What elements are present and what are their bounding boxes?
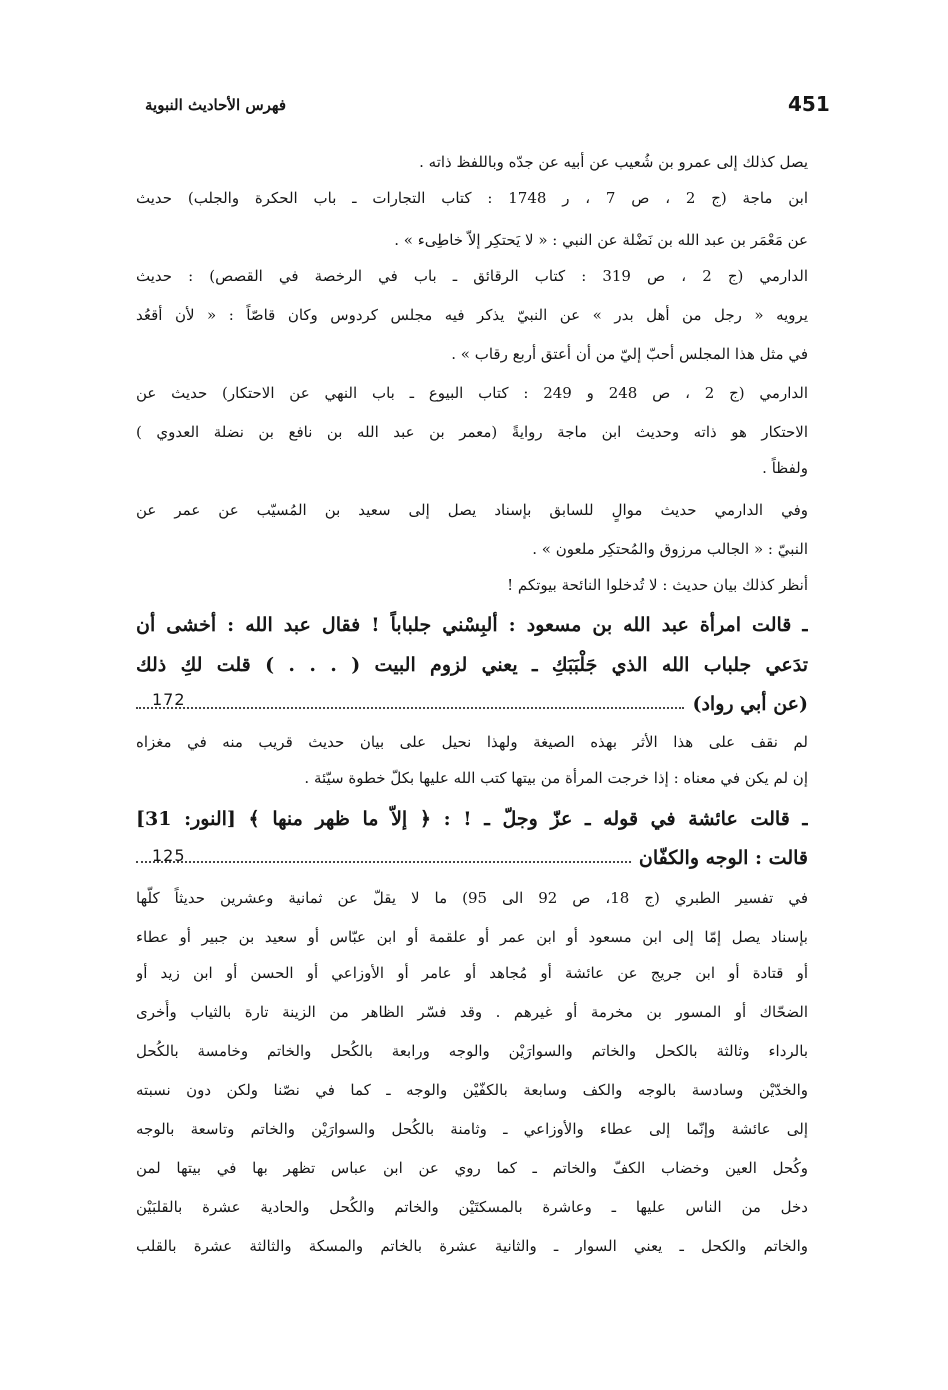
- reference-number: 125: [152, 846, 186, 865]
- body-text-line: بإسناد يصل إمّا إلى ابن مسعود أو ابن عمر أو علقمة أو ابن عبّاس أو سعيد بن جبير أو عطاء: [136, 928, 808, 946]
- body-text-line: النبيّ : « الجالب مرزوق والمُحتكِر ملعون » .: [532, 540, 808, 558]
- hadith-entry-answer: قالت : الوجه والكفّان: [638, 847, 808, 869]
- body-text-line: يصل كذلك إلى عمرو بن شُعيب عن أبيه عن جدّه وباللفظ ذاته .: [419, 153, 808, 171]
- body-text-line: دخل من الناس عليها ـ وعاشرة بالمسكتَيْن والخاتم والكُحل والحادية عشرة بالقلبَيْن: [136, 1198, 808, 1216]
- body-text-line: والخدّيْن وسادسة بالوجه والكف وسابعة بالكفّيْن والوجه ـ كما في نصّنا ولكن دون نسبته: [136, 1081, 808, 1099]
- body-text-line: الدارمي (ج 2 ، ص 248 و 249 : كتاب البيوع ـ باب النهي عن الاحتكار) حديث عن: [136, 384, 808, 402]
- body-text-line: في تفسير الطبري (ج 18، ص 92 الى 95) ما لا يقلّ عن ثمانية وعشرين حديثاً كلّها: [136, 889, 808, 907]
- body-text-line: الدارمي (ج 2 ، ص 319 : كتاب الرقائق ـ باب في الرخصة في القصص) : حديث: [136, 267, 808, 285]
- body-text-line: يرويه « رجل من أهل بدر » عن النبيّ يذكر فيه مجلس كردوس وكان قاصّاً : « لأن أقعُد: [136, 306, 808, 324]
- hadith-entry-source: (عن أبي رواد): [692, 693, 808, 715]
- body-text-line: والخاتم والكحل ـ يعني السوار ـ والثانية عشرة بالخاتم والمسكة والثالثة عشرة بالقلب: [136, 1237, 808, 1255]
- body-text-line: إلى عائشة وإنّما إلى عطاء والأوزاعي ـ وثامنة بالكُحل والسوارَيْن والخاتم وتاسعة بالوجه: [136, 1120, 808, 1138]
- body-text-line: بالرداء وثالثة بالكحل والخاتم والسوارَيْن والوجه ورابعة بالكُحل والخاتم وخامسة بالكُحل: [136, 1042, 808, 1060]
- hadith-entry-line: تدَعي جلباب الله الذي جَلْبَبَكِ ـ يعني لزوم البيت ( . . . ) قلت لكِ ذلك: [136, 654, 808, 676]
- body-text-line: في مثل هذا المجلس أحبّ إليّ من أن أعتق أربع رقاب » .: [451, 345, 808, 363]
- body-text-line: لم نقف على هذا الأثر بهذه الصيغة ولهذا نحيل على بيان حديث قريب منه في مغزاه: [136, 733, 808, 751]
- body-text-line: ولفظاً .: [762, 459, 808, 477]
- hadith-entry-source-line: [136, 688, 808, 720]
- body-text-line: أنظر كذلك بيان حديث : لا تُدخلوا النائحة بيوتكم !: [507, 576, 808, 594]
- body-text-line: الضحّاك أو المسور بن مخرمة أو غيرهم . وقد فسّر الظاهر من الزينة تارة بالثياب وأُخرى: [136, 1003, 808, 1021]
- dot-leader: [136, 861, 631, 865]
- body-text-line: وفي الدارمي حديث موالٍ للسابق بإسناد يصل إلى سعيد بن المُسيّب عن عمر عن: [136, 501, 808, 519]
- body-text-line: عن مَعْمَر بن عبد الله بن نَضْلة عن النبي : « لا يَحتكِر إلاّ خاطِىء » .: [394, 231, 808, 249]
- hadith-entry-line: ـ قالت عائشة في قوله ـ عزّ وجلّ ـ ! : ﴿ إلاّ ما ظهر منها ﴾ [النور: 31]: [136, 808, 808, 830]
- reference-number: 172: [152, 690, 186, 709]
- hadith-entry-answer-line: [136, 842, 808, 874]
- body-text-line: الاحتكار هو ذاته وحديث ابن ماجة روايةً (معمر بن عبد الله بن نافع بن نضلة العدوي ): [136, 423, 808, 441]
- body-text-line: إن لم يكن في معناه : إذا خرجت المرأة من بيتها كتب الله عليها بكلّ خطوة سيّئة .: [304, 769, 808, 787]
- running-header-title: فهرس الأحاديث النبوية: [145, 96, 287, 114]
- hadith-entry-line: ـ قالت امرأة عبد الله بن مسعود : ألبِسْني جلباباً ! فقال عبد الله : أخشى أن: [136, 614, 808, 636]
- body-text-line: ابن ماجة (ج 2 ، ص 7 ، ر 1748 : كتاب التجارات ـ باب الحكرة والجلب) حديث: [136, 189, 808, 207]
- body-text-line: وكُحل العين وخضاب الكفّ والخاتم ـ كما روي عن ابن عباس تظهر بها في بيتها لمن: [136, 1159, 808, 1177]
- body-text-line: أو قتادة أو ابن جريج عن عائشة أو مُجاهد أو عامر أو الأوزاعي أو الحسن أو ابن زيد أو: [136, 964, 808, 982]
- dot-leader: [136, 707, 684, 711]
- page-number: 451: [788, 92, 830, 116]
